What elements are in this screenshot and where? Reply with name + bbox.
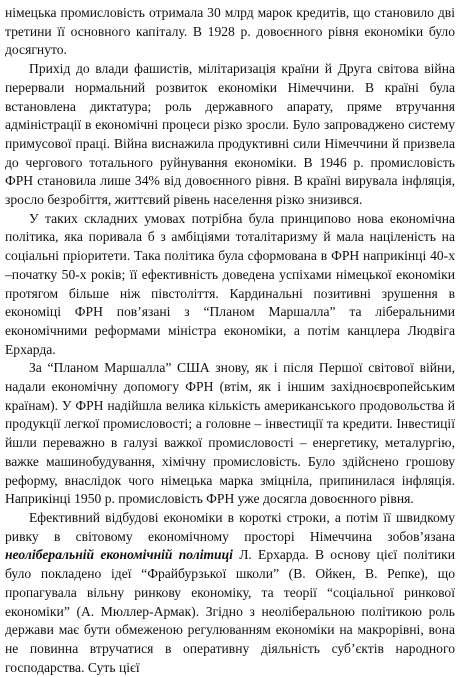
paragraph-5 — [5, 509, 455, 677]
document-page — [5, 4, 455, 677]
paragraph-5-text-before: Ефективний відбудові економіки в короткі строки, а потім її швидкому ривку в світовому економічному просторі Німеччина зобов’язана — [5, 509, 455, 544]
emphasized-term: неоліберальній економічній політиці — [5, 547, 233, 563]
paragraph-5-text-after: Л. Ерхарда. В основу цієї політики було покладено ідеї “Фрайбурзької школи” (В. Ойкен, В. Репке), що пропагувала вільну ринкову економіку, та теорії “соціальної ринкової економіки” (А. Мюллер-Армак). Згідно з неоліберальною політикою роль держави має бути обмеженою регулюванням економіки на макрорівні, вона не повинна втручатися в оперативну діяльність суб’єктів народного господарства. Суть цієї — [5, 547, 455, 675]
paragraph-4: За “Планом Маршалла” США знову, як і після Першої світової війни, надали економічну допомогу ФРН (втім, як і іншим західноєвропейським країнам). У ФРН надійшла велика кількість американського продовольства й продукції легкої промисловості; а головне – інвестиції та кредити. Інвестиції йшли переважно в галузі важкої промисловості – енергетику, металургію, важке машинобудування, хімічну промисловість. Було здійснено грошову реформу, внаслідок чого німецька марка зміцніла, припинилася інфляція. Наприкінці 1950 р. промисловість ФРН уже досягла довоєнного рівня. — [5, 360, 455, 507]
paragraph-2: Прихід до влади фашистів, мілітаризація країни й Друга світова війна перервали нормальний розвиток економіки Німеччини. В країні була встановлена диктатура; роль державного апарату, пряме втручання адміністрації в економічні процеси різко зросли. Було запроваджено систему примусової праці. Війна виснажила продуктивні сили Німеччини й призвела до чергового тотального руйнування економіки. В 1946 р. промисловість ФРН становила лише 34% від довоєнного рівня. В країні вирувала інфляція, зросло безробіття, життєвий рівень населення різко знизився. — [5, 61, 455, 208]
paragraph-1: німецька промисловість отримала 30 млрд марок кредитів, що становило дві третини її основного капіталу. В 1928 р. довоєнного рівня економіки було досягнуто. — [5, 5, 455, 58]
paragraph-3: У таких складних умовах потрібна була принципово нова економічна політика, яка поривала б з амбіціями тоталітаризму й мала націленість на соціальні пріоритети. Така політика була сформована в ФРН наприкінці 40-х –початку 50-х років; її ефективність доведена успіхами німецької економіки протягом більше ніж півстоліття. Кардинальні позитивні зрушення в економіці ФРН пов’язані з “Планом Маршалла” та ліберальними економічними реформами міністра економіки, а потім канцлера Людвіга Ерхарда. — [5, 210, 455, 357]
